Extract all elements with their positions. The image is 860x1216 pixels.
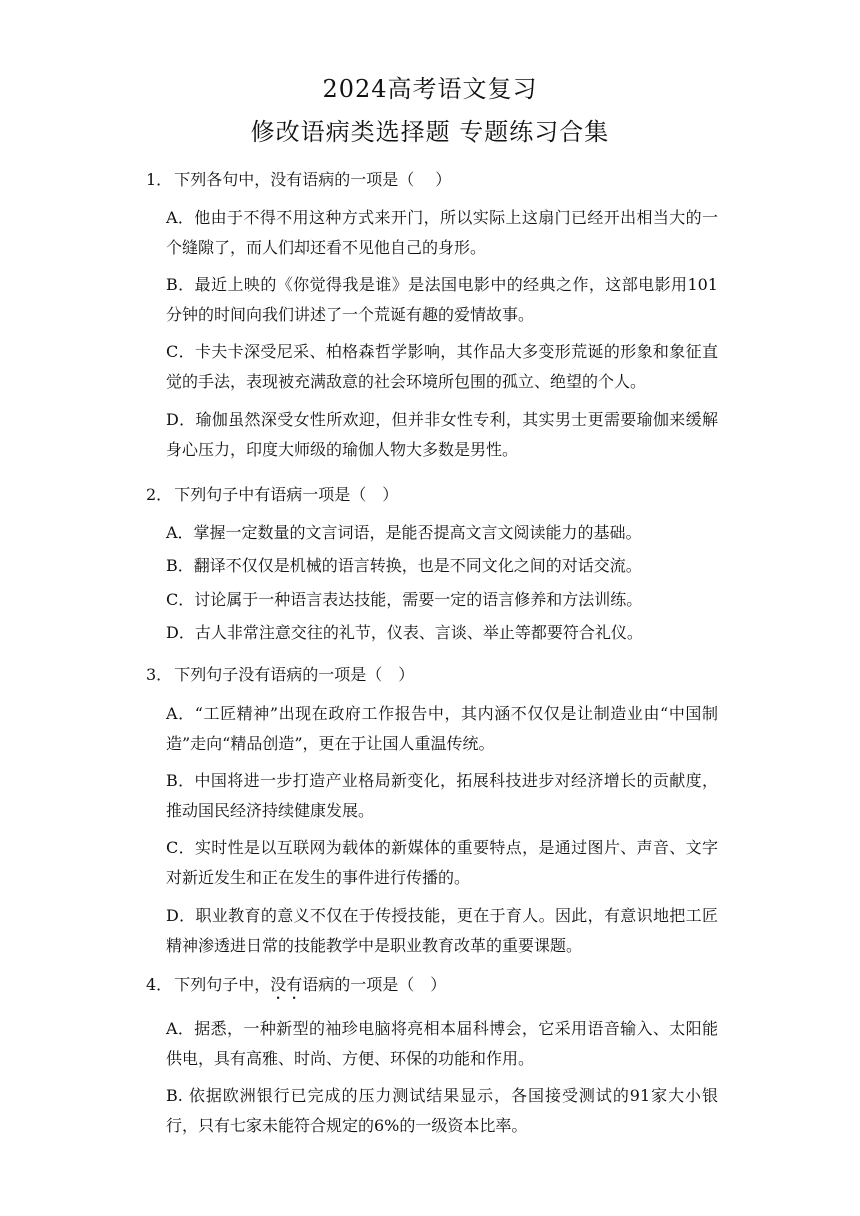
option-b: B．中国将进一步打造产业格局新变化，拓展科技进步对经济增长的贡献度，推动国民经济持续健康发展。 [166,771,718,820]
option-a: A．他由于不得不用这种方式来开门，所以实际上这扇门已经开出相当大的一个缝隙了，而人们却还看不见他自己的身形。 [166,208,718,257]
document-title: 2024高考语文复习 [322,75,538,103]
question-number: 4． [146,975,173,994]
question-text-after: 语病的一项是（ ） [302,975,447,994]
question-number: 3． [146,665,173,684]
option-d: D．职业教育的意义不仅在于传授技能，更在于育人。因此，有意识地把工匠精神渗透进日常的技能教学中是职业教育改革的重要课题。 [166,906,718,955]
option-d: D．瑜伽虽然深受女性所欢迎，但并非女性专利，其实男士更需要瑜伽来缓解身心压力，印度大师级的瑜伽人物大多数是男性。 [166,410,718,459]
option-a: A．据悉，一种新型的袖珍电脑将亮相本届科博会，它采用语音输入、太阳能供电，具有高雅、时尚、方便、环保的功能和作用。 [166,1019,718,1068]
question-number: 2． [146,485,173,504]
option-a: A．“工匠精神”出现在政府工作报告中，其内涵不仅仅是让制造业由“中国制造”走向“精品创造”，更在于让国人重温传统。 [166,704,718,753]
question-stem [146,665,746,685]
option-b: B．翻译不仅仅是机械的语言转换，也是不同文化之间的对话交流。 [166,556,642,575]
question-stem [146,170,746,190]
option-c: C．卡夫卡深受尼采、柏格森哲学影响，其作品大多变形荒诞的形象和象征直觉的手法，表现被充满敌意的社会环境所包围的孤立、绝望的个人。 [166,342,718,391]
emphasized-word: 没有 [270,975,303,994]
question-text: 下列句子中有语病一项是（ ） [174,485,399,504]
question-stem [146,975,746,1003]
option-c: C．实时性是以互联网为载体的新媒体的重要特点，是通过图片、声音、文字对新近发生和正在发生的事件进行传播的。 [166,838,718,887]
question-text-before: 下列句子中， [174,975,271,994]
question-text: 下列各句中，没有语病的一项是（ ） [174,170,452,189]
question-text: 下列句子没有语病的一项是（ ） [174,665,415,684]
option-b: B．最近上映的《你觉得我是谁》是法国电影中的经典之作，这部电影用101分钟的时间向我们讲述了一个荒诞有趣的爱情故事。 [166,275,718,324]
question-number: 1． [146,170,173,189]
option-b: B. 依据欧洲银行已完成的压力测试结果显示，各国接受测试的91家大小银行，只有七家未能符合规定的6%的一级资本比率。 [166,1086,718,1135]
question-stem [146,485,746,505]
document-subtitle: 修改语病类选择题 专题练习合集 [250,118,610,146]
option-a: A．掌握一定数量的文言词语，是能否提高文言文阅读能力的基础。 [166,523,642,542]
option-c: C．讨论属于一种语言表达技能，需要一定的语言修养和方法训练。 [166,590,643,609]
option-d: D．古人非常注意交往的礼节，仪表、言谈、举止等都要符合礼仪。 [166,623,643,642]
